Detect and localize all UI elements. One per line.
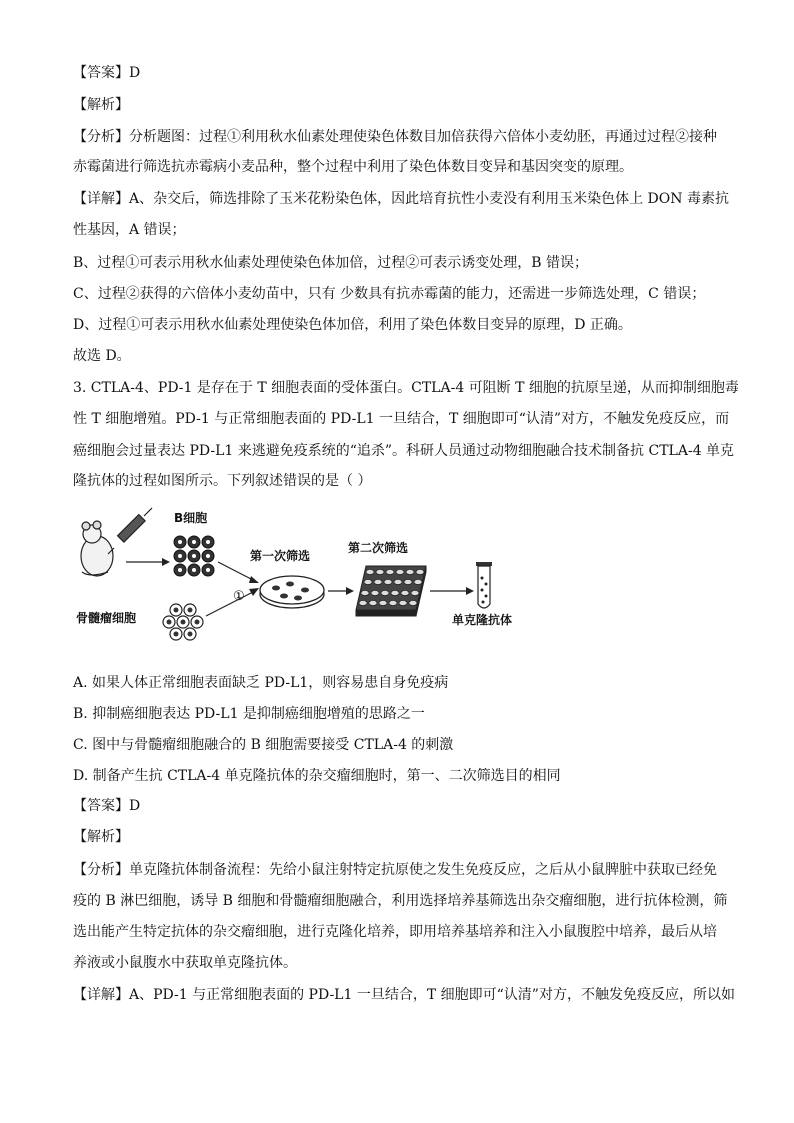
first-screen-label: 第一次筛选	[250, 549, 311, 563]
detail-text-2: 性基因，A 错误；	[73, 222, 186, 238]
analysis2-text-1: 【分析】单克隆抗体制备流程：先给小鼠注射特定抗原使之发生免疫反应，之后从小鼠脾脏中获取已经免	[73, 862, 717, 878]
mouse-icon	[81, 521, 113, 576]
second-screen-label: 第二次筛选	[348, 541, 409, 555]
answer-label-2: 【答案】D	[73, 798, 141, 814]
analysis-label: 【解析】	[73, 97, 129, 113]
option-c: C. 图中与骨髓瘤细胞融合的 B 细胞需要接受 CTLA-4 的刺激	[73, 737, 454, 753]
analysis-text-1: 【分析】分析题图：过程①利用秋水仙素处理使染色体数目加倍获得六倍体小麦幼胚，再通过过程②接种	[73, 129, 717, 145]
analysis2-text-4: 养液或小鼠腹水中获取单克隆抗体。	[73, 955, 297, 971]
multiwell-plate-icon	[356, 566, 426, 616]
option-d: D. 制备产生抗 CTLA-4 单克隆抗体的杂交瘤细胞时，第一、二次筛选目的相同	[73, 768, 561, 784]
question-3-line-4: 隆抗体的过程如图所示。下列叙述错误的是（ ）	[73, 473, 372, 489]
option-a: A. 如果人体正常细胞表面缺乏 PD-L1，则容易患自身免疫病	[73, 675, 449, 691]
b-cell-label: B细胞	[174, 511, 208, 525]
test-tube-icon	[476, 562, 492, 608]
antibody-label: 单克隆抗体	[452, 613, 513, 627]
analysis-label-2: 【解析】	[73, 829, 129, 845]
step-marker: ①	[233, 589, 245, 604]
syringe-icon	[108, 508, 152, 554]
detail-text-b: B、过程①可表示用秋水仙素处理使染色体加倍，过程②可表示诱变处理，B 错误；	[73, 255, 589, 271]
monoclonal-antibody-figure	[70, 506, 530, 656]
detail2-text-1: 【详解】A、PD-1 与正常细胞表面的 PD-L1 一旦结合，T 细胞即可“认清”对方，不触发免疫反应，所以如	[73, 987, 735, 1003]
detail-text-d: D、过程①可表示用秋水仙素处理使染色体加倍，利用了染色体数目变异的原理，D 正确。	[73, 317, 632, 333]
analysis-text-2: 赤霉菌进行筛选抗赤霉病小麦品种，整个过程中利用了染色体数目变异和基因突变的原理。	[73, 159, 633, 175]
analysis2-text-3: 选出能产生特定抗体的杂交瘤细胞，进行克隆化培养，即用培养基培养和注入小鼠腹腔中培养，最后从培	[73, 924, 717, 940]
question-3-line-1: 3. CTLA-4、PD-1 是存在于 T 细胞表面的受体蛋白。CTLA-4 可阻断 T 细胞的抗原呈递，从而抑制细胞毒	[73, 380, 739, 396]
detail-text-1: 【详解】A、杂交后，筛选排除了玉米花粉染色体，因此培育抗性小麦没有利用玉米染色体上 DON 毒素抗	[73, 191, 729, 207]
myeloma-label: 骨髓瘤细胞	[76, 611, 137, 625]
petri-dish-icon	[260, 576, 324, 608]
analysis2-text-2: 疫的 B 淋巴细胞，诱导 B 细胞和骨髓瘤细胞融合，利用选择培养基筛选出杂交瘤细胞，进行抗体检测，筛	[73, 893, 728, 909]
detail-text-c: C、过程②获得的六倍体小麦幼苗中，只有 少数具有抗赤霉菌的能力，还需进一步筛选处理，C 错误；	[73, 286, 706, 302]
question-3-line-2: 性 T 细胞增殖。PD-1 与正常细胞表面的 PD-L1 一旦结合，T 细胞即可“认清”对方，不触发免疫反应，而	[73, 411, 730, 427]
conclusion-text: 故选 D。	[73, 348, 131, 364]
answer-label: 【答案】D	[73, 65, 141, 81]
option-b: B. 抑制癌细胞表达 PD-L1 是抑制癌细胞增殖的思路之一	[73, 706, 425, 722]
question-3-line-3: 癌细胞会过量表达 PD-L1 来逃避免疫系统的“追杀”。科研人员通过动物细胞融合技术制备抗 CTLA-4 单克	[73, 443, 735, 459]
